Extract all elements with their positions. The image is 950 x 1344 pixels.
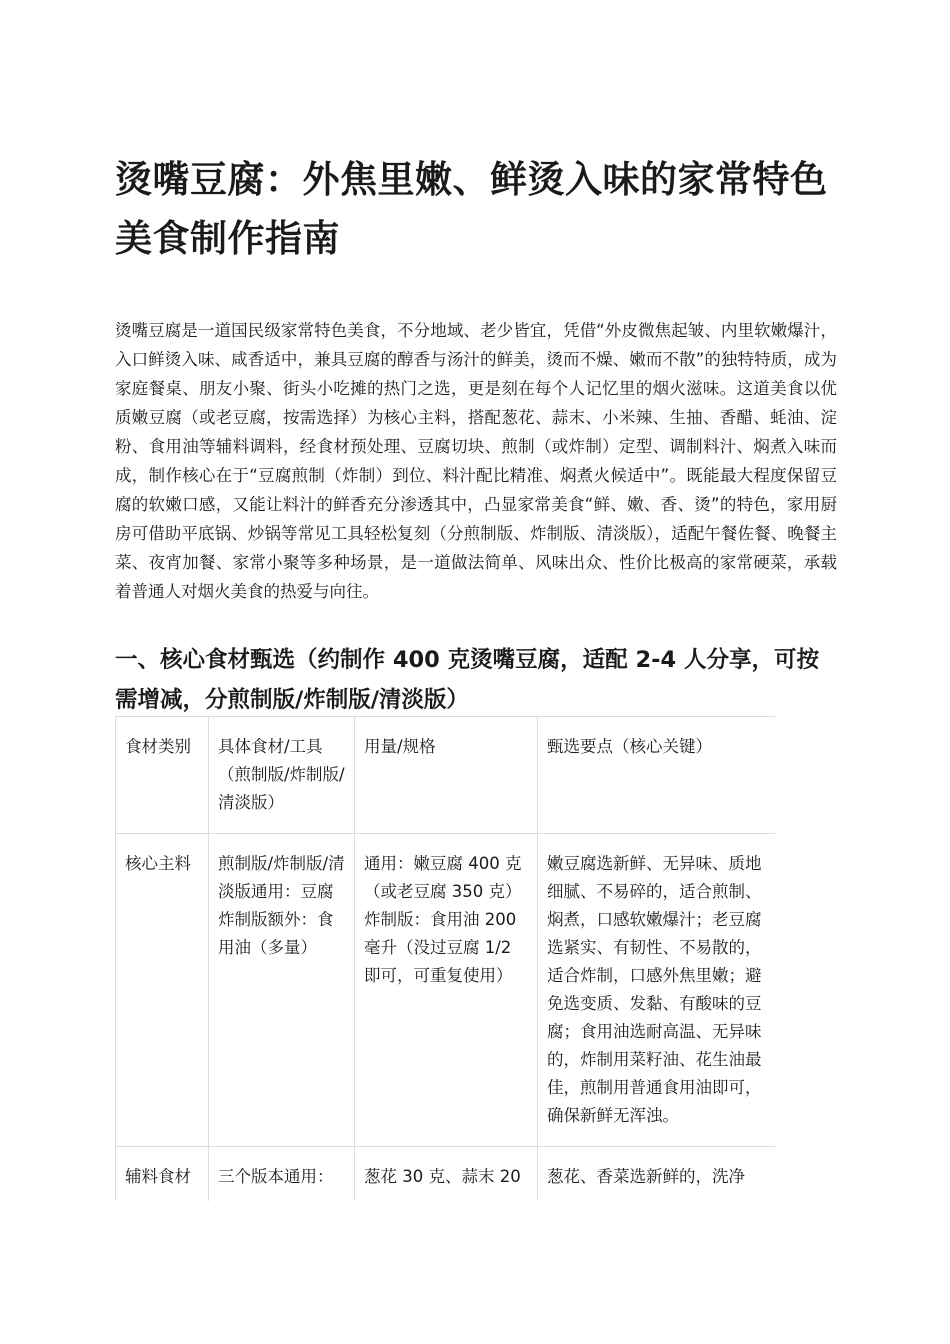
cell-line: 葱花 30 克、蒜末 20 [364,1167,521,1186]
tips-cell: 葱花、香菜选新鲜的，洗净 [538,1147,776,1202]
items-cell [209,834,355,1147]
table-row [116,834,776,1147]
amount-cell [355,834,538,1147]
header-cell: 甄选要点（核心关键） [538,717,776,834]
items-cell [209,1147,355,1202]
intro-paragraph: 烫嘴豆腐是一道国民级家常特色美食，不分地域、老少皆宜，凭借“外皮微焦起皱、内里软嫩爆汁，入口鲜烫入味、咸香适中，兼具豆腐的醇香与汤汁的鲜美，烫而不燥、嫩而不散”的独特特质，成为家庭餐桌、朋友小聚、街头小吃摊的热门之选，更是刻在每个人记忆里的烟火滋味。这道美食以优质嫩豆腐（或老豆腐，按需选择）为核心主料，搭配葱花、蒜末、小米辣、生抽、香醋、蚝油、淀粉、食用油等辅料调料，经食材预处理、豆腐切块、煎制（或炸制）定型、调制料汁、焖煮入味而成，制作核心在于“豆腐煎制（炸制）到位、料汁配比精准、焖煮火候适中”。既能最大程度保留豆腐的软嫩口感，又能让料汁的鲜香充分渗透其中，凸显家常美食“鲜、嫩、香、烫”的特色，家用厨房可借助平底锅、炒锅等常见工具轻松复刻（分煎制版、炸制版、清淡版），适配午餐佐餐、晚餐主菜、夜宵加餐、家常小聚等多种场景，是一道做法简单、风味出众、性价比极高的家常硬菜，承载着普通人对烟火美食的热爱与向往。 [115,321,837,601]
tips-cell: 嫩豆腐选新鲜、无异味、质地细腻、不易碎的，适合煎制、焖煮，口感软嫩爆汁；老豆腐选紧实、有韧性、不易散的，适合炸制，口感外焦里嫩；避免选变质、发黏、有酸味的豆腐；食用油选耐高温、无异味的，炸制用菜籽油、花生油最佳，煎制用普通食用油即可，确保新鲜无浑浊。 [538,834,776,1147]
table-row [116,1147,776,1202]
header-cell: 用量/规格 [355,717,538,834]
ingredients-table [115,716,775,1201]
amount-cell [355,1147,538,1202]
cell-line: 煎制版/炸制版/清淡版通用：豆腐 [218,854,345,901]
document-page [115,150,837,720]
category-cell: 核心主料 [116,834,209,1147]
category-cell: 辅料食材 [116,1147,209,1202]
page-title: 烫嘴豆腐：外焦里嫩、鲜烫入味的家常特色美食制作指南 [115,158,828,260]
header-cell: 食材类别 [116,717,209,834]
ingredients-table-wrapper [115,716,775,1201]
table-header-row [116,717,776,834]
section-heading: 一、核心食材甄选（约制作 400 克烫嘴豆腐，适配 2-4 人分享，可按需增减，分煎制版/炸制版/清淡版） [115,647,819,713]
cell-line: 炸制版：食用油 200 毫升（没过豆腐 1/2 即可，可重复使用） [364,910,517,985]
cell-line: 炸制版额外：食用油（多量） [218,910,334,957]
cell-line: 三个版本通用： [218,1167,334,1186]
cell-line: 通用：嫩豆腐 400 克（或老豆腐 350 克） [364,854,522,901]
header-cell: 具体食材/工具（煎制版/炸制版/清淡版） [209,717,355,834]
